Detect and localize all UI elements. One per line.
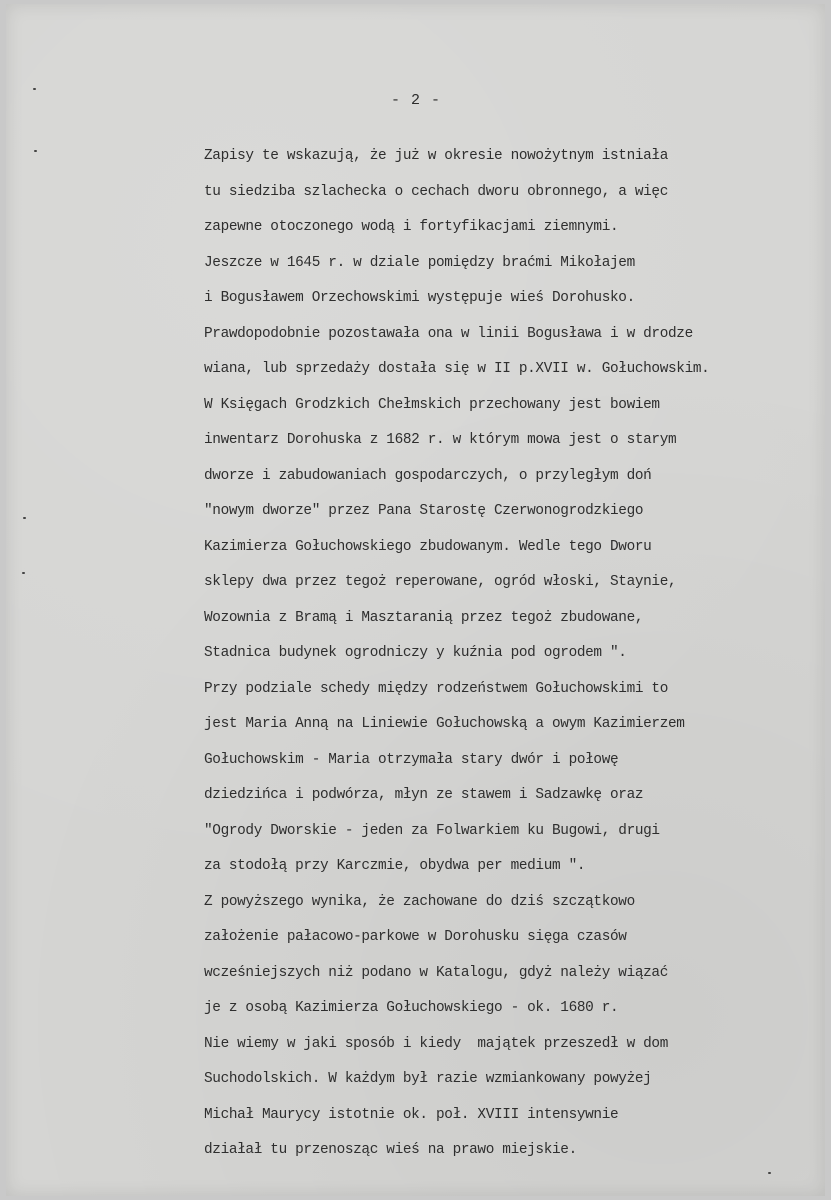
paper-speck [34,150,37,152]
text-line: jest Maria Anną na Liniewie Gołuchowską a owym Kazimierzem [204,716,685,732]
paper-speck [22,572,25,574]
text-line: inwentarz Dorohuska z 1682 r. w którym mowa jest o starym [204,432,677,448]
text-line: tu siedziba szlachecka o cechach dworu obronnego, a więc [204,183,669,200]
text-line: Jeszcze w 1645 r. w dziale pomiędzy braćmi Mikołajem [204,254,635,271]
text-line: wcześniejszych niż podano w Katalogu, gdyż należy wiązać [204,964,669,981]
text-line: dziedzińca i podwórza, młyn ze stawem i Sadzawkę oraz [204,787,644,803]
text-line: "Ogrody Dworskie - jeden za Folwarkiem ku Bugowi, drugi [204,822,660,839]
text-line: zapewne otoczonego wodą i fortyfikacjami ziemnymi. [204,219,619,235]
text-line: Stadnica budynek ogrodniczy y kuźnia pod ogrodem ". [204,645,627,661]
text-line: W Księgach Grodzkich Chełmskich przechowany jest bowiem [204,396,660,413]
paper-speck [768,1172,771,1174]
text-line: sklepy dwa przez tegoż reperowane, ogród włoski, Staynie, [204,574,677,590]
text-line: działał tu przenosząc wieś na prawo miejskie. [204,1142,577,1158]
text-line: je z osobą Kazimierza Gołuchowskiego - ok. 1680 r. [204,1000,619,1016]
text-line: dworze i zabudowaniach gospodarczych, o przyległym doń [204,467,652,484]
text-line: założenie pałacowo-parkowe w Dorohusku sięga czasów [204,929,627,945]
text-line: Gołuchowskim - Maria otrzymała stary dwór i połowę [204,751,619,768]
text-line: Wozownia z Bramą i Masztaranią przez tegoż zbudowane, [204,609,644,626]
text-line: Suchodolskich. W każdym był razie wzmiankowany powyżej [204,1071,652,1087]
text-line: Prawdopodobnie pozostawała ona w linii Bogusława i w drodze [204,325,693,342]
text-line: za stodołą przy Karczmie, obydwa per medium ". [204,858,586,874]
body-text [204,142,831,1172]
text-line: "nowym dworze" przez Pana Starostę Czerwonogrodzkiego [204,503,644,519]
text-line: Przy podziale schedy między rodzeństwem Gołuchowskimi to [204,680,669,697]
text-line: Z powyższego wynika, że zachowane do dziś szczątkowo [204,893,635,910]
text-line: i Bogusławem Orzechowskimi występuje wieś Dorohusko. [204,290,635,306]
text-line: Michał Maurycy istotnie ok. poł. XVIII intensywnie [204,1106,619,1123]
text-line: Zapisy te wskazują, że już w okresie nowożytnym istniała [204,148,669,164]
typewritten-page [6,4,825,1196]
paper-speck [23,517,26,519]
text-line: wiana, lub sprzedaży dostała się w II p.XVII w. Gołuchowskim. [204,361,710,377]
page-number: - 2 - [390,92,441,109]
text-line: Kazimierza Gołuchowskiego zbudowanym. Wedle tego Dworu [204,538,652,555]
paper-speck [33,88,36,90]
text-line: Nie wiemy w jaki sposób i kiedy majątek przeszedł w dom [204,1035,669,1052]
